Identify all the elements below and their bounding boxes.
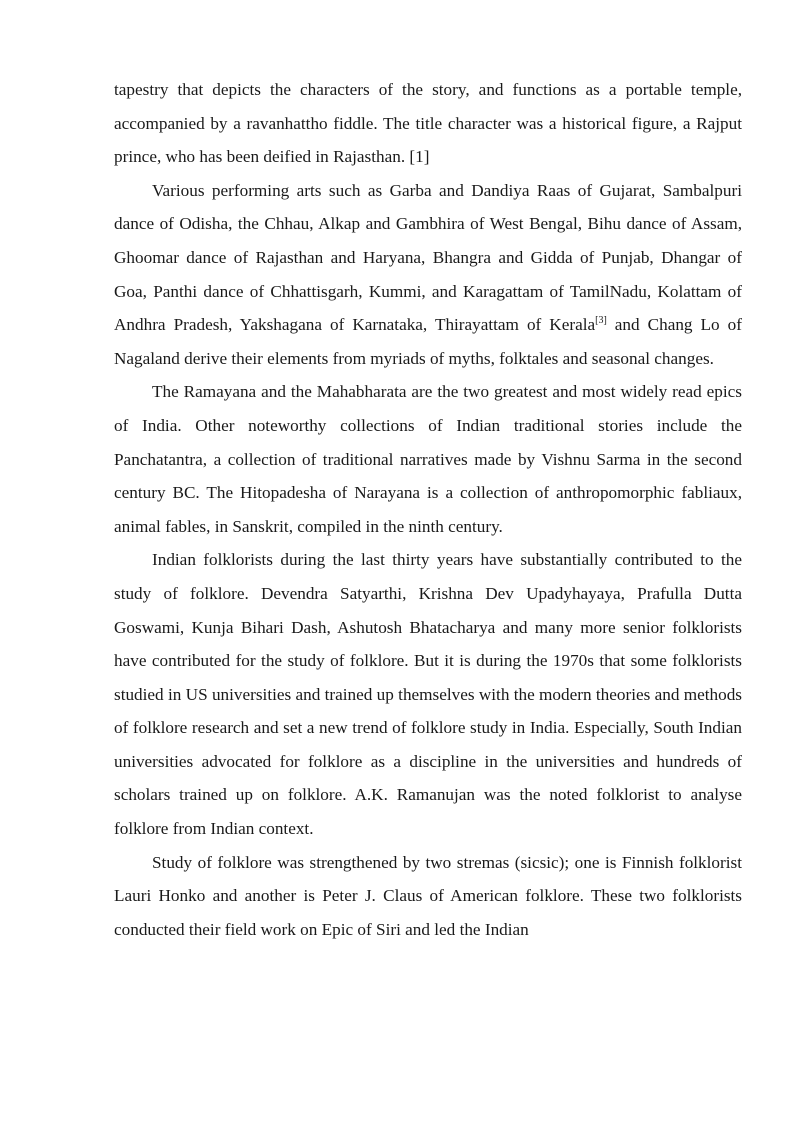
paragraph-epics: The Ramayana and the Mahabharata are the two greatest and most widely read epics of India. Other noteworthy collections of Indian traditional stories include the Panchatantra, a collection of traditional narratives made by Vishnu Sarma in the second century BC. The Hitopadesha of Narayana is a collection of anthropomorphic fabliaux, animal fables, in Sanskrit, compiled in the ninth century. bbox=[114, 382, 742, 536]
paragraph-text: and Chang Lo of Nagaland derive their elements from myriads of myths, folktales and seasonal changes. bbox=[114, 315, 742, 368]
document-page bbox=[114, 73, 742, 946]
paragraph-folklorists: Indian folklorists during the last thirty years have substantially contributed to the study of folklore. Devendra Satyarthi, Krishna Dev Upadyhayaya, Prafulla Dutta Goswami, Kunja Bihari Dash, Ashutosh Bhatacharya and many more senior folklorists have contributed for the study of folklore. But it is during the 1970s that some folklorists studied in US universities and trained up themselves with the modern theories and methods of folklore research and set a new trend of folklore study in India. Especially, South Indian universities advocated for folklore as a discipline in the universities and hundreds of scholars trained up on folklore. A.K. Ramanujan was the noted folklorist to analyse folklore from Indian context. bbox=[114, 550, 742, 839]
paragraph-performing-arts bbox=[114, 174, 742, 376]
paragraph-text: Various performing arts such as Garba and Dandiya Raas of Gujarat, Sambalpuri dance of Odisha, the Chhau, Alkap and Gambhira of West Bengal, Bihu dance of Assam, Ghoomar dance of Rajasthan and Haryana, Bhangra and Gidda of Punjab, Dhangar of Goa, Panthi dance of Chhattisgarh, Kummi, and Karagattam of TamilNadu, Kolattam of Andhra Pradesh, Yakshagana of Karnataka, Thirayattam of Kerala bbox=[114, 180, 742, 335]
paragraph-study-of-folklore: Study of folklore was strengthened by two stremas (sicsic); one is Finnish folklorist Lauri Honko and another is Peter J. Claus of American folklore. These two folklorists conducted their field work on Epic of Siri and led the Indian bbox=[114, 852, 742, 939]
paragraph-tapestry: tapestry that depicts the characters of the story, and functions as a portable temple, accompanied by a ravanhattho fiddle. The title character was a historical figure, a Rajput prince, who has been deified in Rajasthan. [1] bbox=[114, 80, 742, 167]
citation-superscript: [3] bbox=[595, 315, 607, 327]
